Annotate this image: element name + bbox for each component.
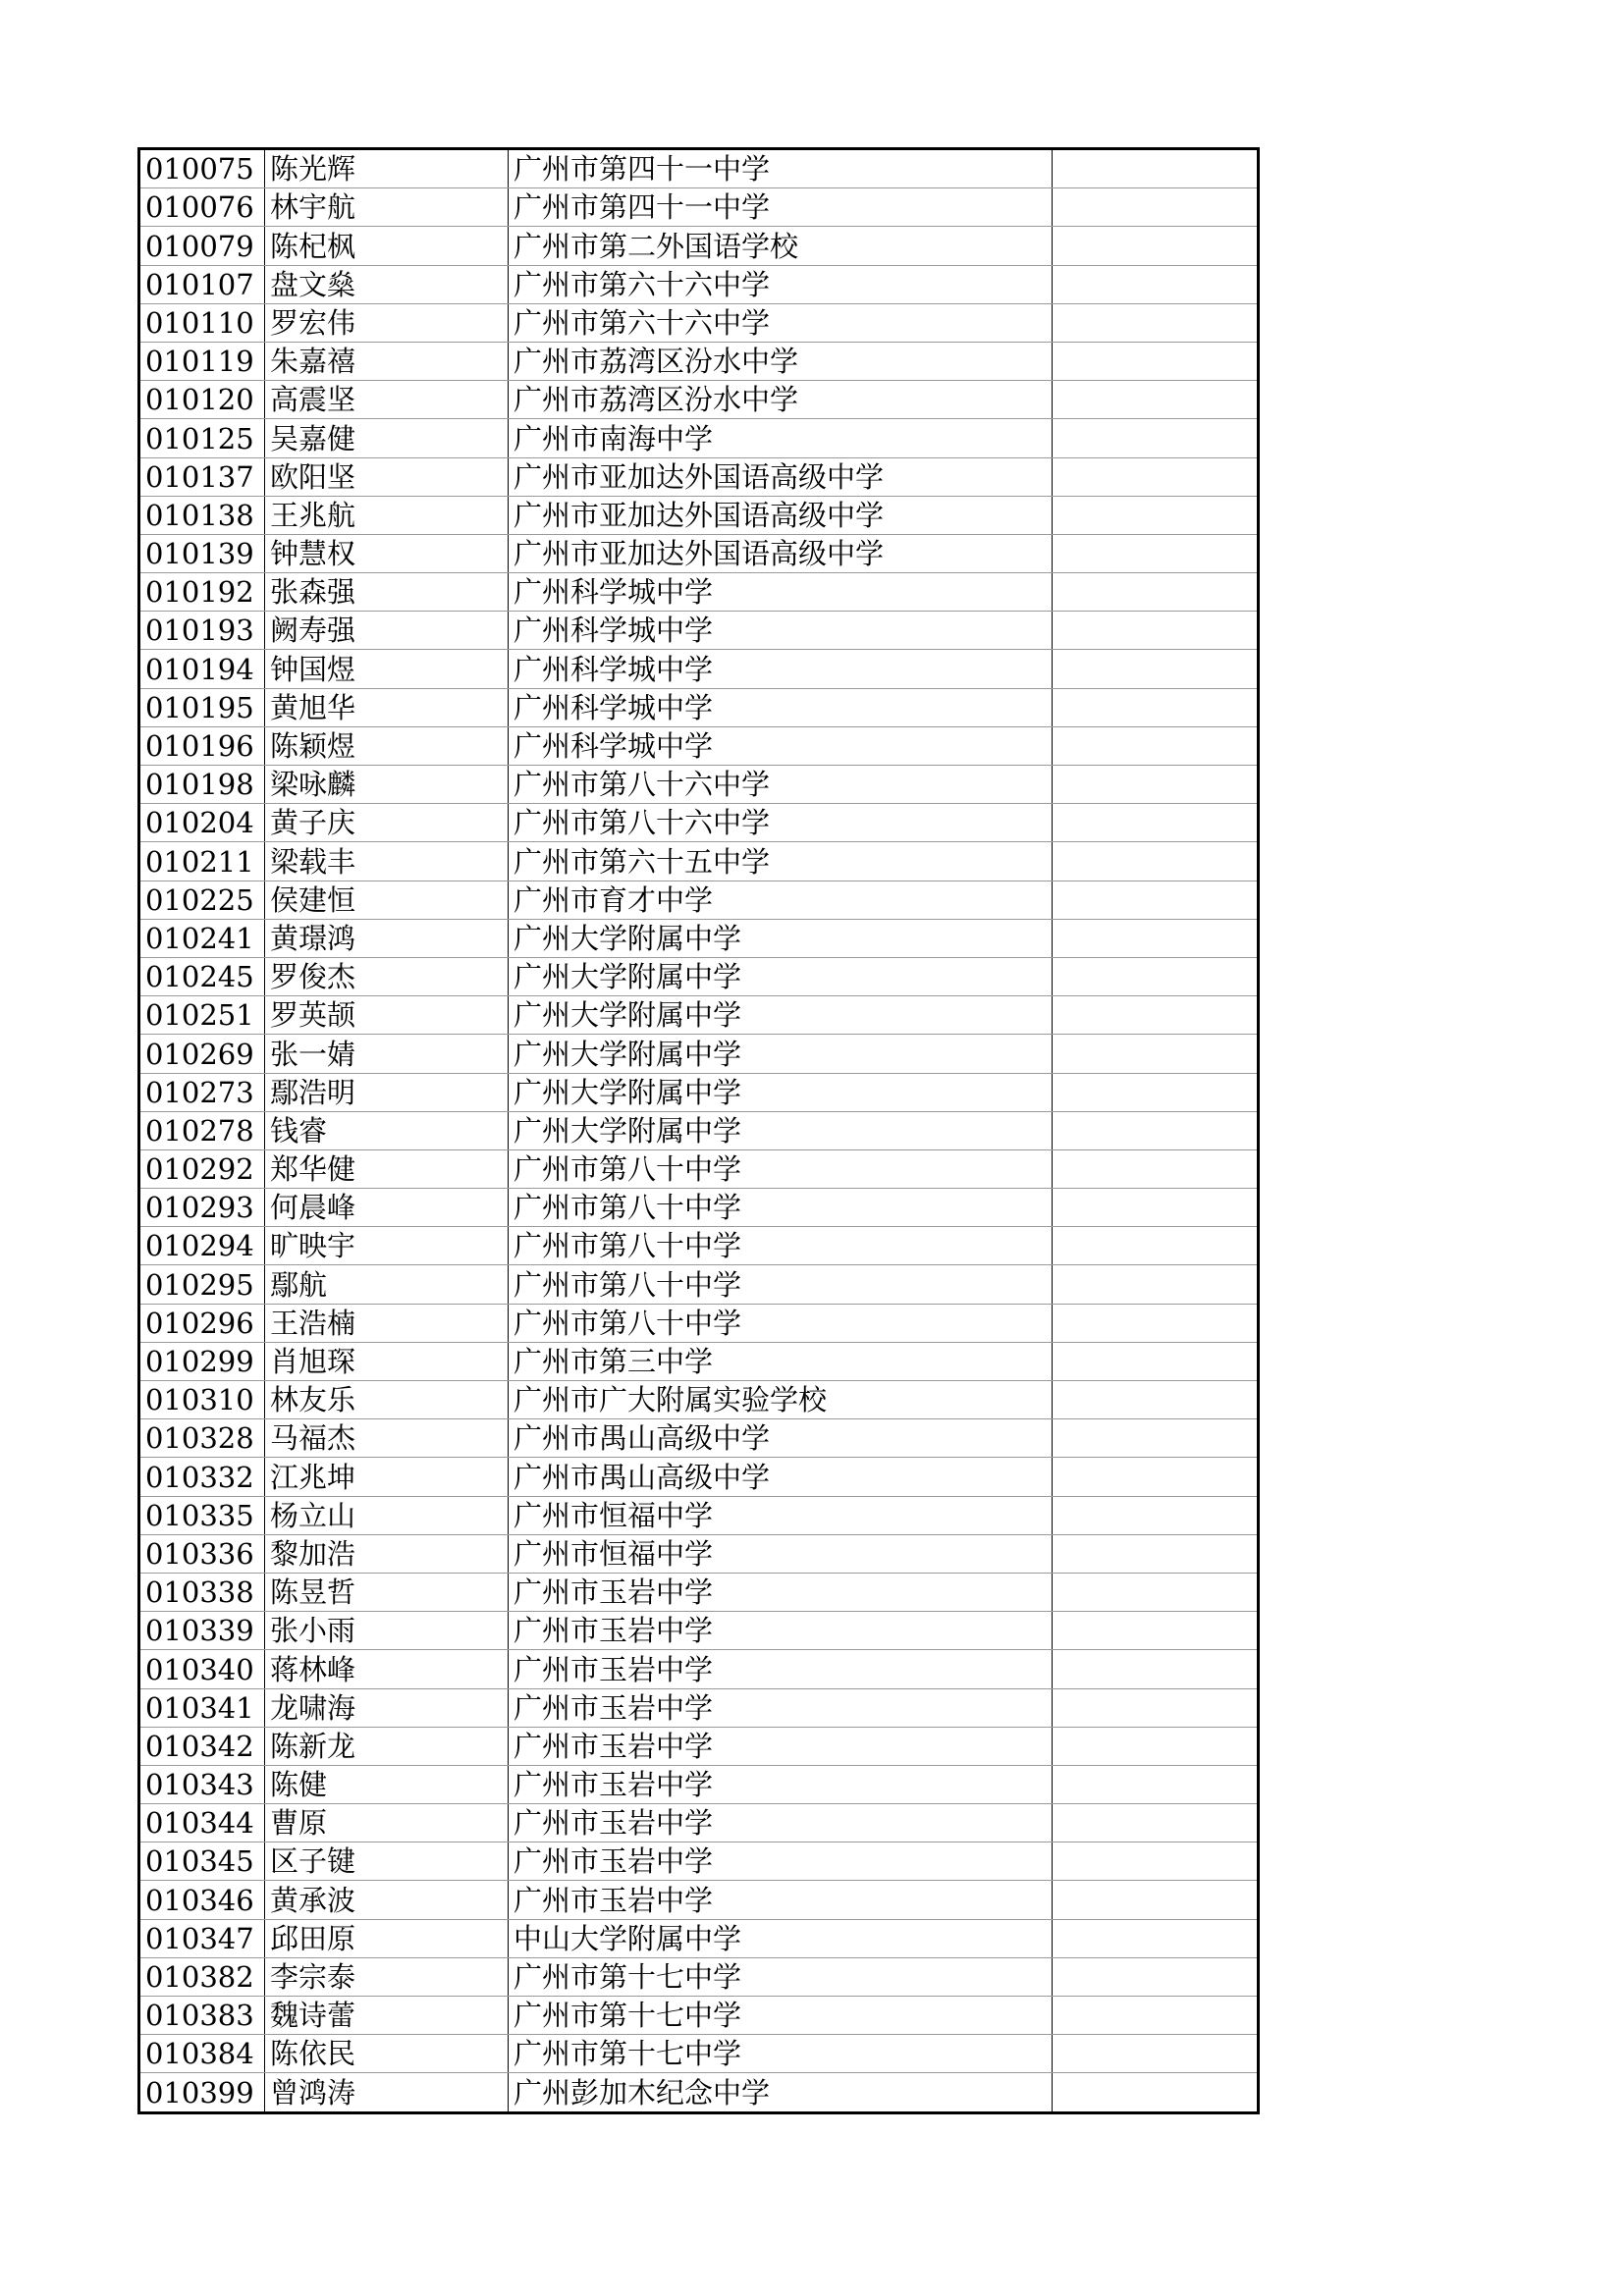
school-name-cell: 广州市荔湾区汾水中学	[509, 381, 1053, 419]
school-name-cell: 广州市第八十中学	[509, 1149, 1053, 1188]
student-id-cell: 010110	[139, 303, 265, 342]
school-name-cell: 中山大学附属中学	[509, 1919, 1053, 1957]
student-id-cell: 010292	[139, 1149, 265, 1188]
blank-cell	[1053, 2035, 1259, 2073]
student-name-cell: 罗宏伟	[265, 303, 509, 342]
student-name-cell: 陈健	[265, 1765, 509, 1803]
student-name-cell: 朱嘉禧	[265, 342, 509, 380]
student-id-cell: 010340	[139, 1650, 265, 1688]
student-name-cell: 张森强	[265, 573, 509, 612]
student-id-cell: 010075	[139, 149, 265, 188]
table-row	[139, 1381, 1259, 1419]
table-row	[139, 2035, 1259, 2073]
student-id-cell: 010342	[139, 1727, 265, 1765]
student-name-cell: 王浩楠	[265, 1304, 509, 1342]
school-name-cell: 广州市第四十一中学	[509, 188, 1053, 227]
blank-cell	[1053, 1842, 1259, 1881]
student-id-cell: 010195	[139, 688, 265, 726]
student-id-cell: 010294	[139, 1227, 265, 1265]
student-id-cell: 010344	[139, 1804, 265, 1842]
student-name-cell: 何晨峰	[265, 1189, 509, 1227]
student-id-cell: 010079	[139, 227, 265, 265]
blank-cell	[1053, 1957, 1259, 1996]
school-name-cell: 广州大学附属中学	[509, 1111, 1053, 1149]
blank-cell	[1053, 804, 1259, 842]
student-name-cell: 肖旭琛	[265, 1342, 509, 1380]
blank-cell	[1053, 265, 1259, 303]
student-id-cell: 010273	[139, 1073, 265, 1111]
school-name-cell: 广州市玉岩中学	[509, 1881, 1053, 1919]
school-name-cell: 广州大学附属中学	[509, 957, 1053, 995]
blank-cell	[1053, 1881, 1259, 1919]
student-id-cell: 010251	[139, 996, 265, 1035]
table-row	[139, 1304, 1259, 1342]
school-name-cell: 广州市亚加达外国语高级中学	[509, 457, 1053, 496]
table-row	[139, 1073, 1259, 1111]
student-name-cell: 黄子庆	[265, 804, 509, 842]
student-name-cell: 钟国煜	[265, 650, 509, 688]
student-name-cell: 陈光辉	[265, 149, 509, 188]
student-id-cell: 010138	[139, 496, 265, 534]
table-row	[139, 2073, 1259, 2112]
student-name-cell: 曾鸿涛	[265, 2073, 509, 2112]
blank-cell	[1053, 1919, 1259, 1957]
student-name-cell: 曹原	[265, 1804, 509, 1842]
school-name-cell: 广州市第八十中学	[509, 1189, 1053, 1227]
table-row	[139, 1804, 1259, 1842]
student-id-cell: 010193	[139, 612, 265, 650]
school-name-cell: 广州科学城中学	[509, 612, 1053, 650]
school-name-cell: 广州彭加木纪念中学	[509, 2073, 1053, 2112]
student-id-cell: 010328	[139, 1419, 265, 1458]
blank-cell	[1053, 342, 1259, 380]
school-name-cell: 广州大学附属中学	[509, 996, 1053, 1035]
school-name-cell: 广州市第六十五中学	[509, 842, 1053, 881]
table-row	[139, 1496, 1259, 1534]
student-id-cell: 010296	[139, 1304, 265, 1342]
table-row	[139, 1189, 1259, 1227]
school-name-cell: 广州市第四十一中学	[509, 149, 1053, 188]
blank-cell	[1053, 188, 1259, 227]
school-name-cell: 广州市玉岩中学	[509, 1804, 1053, 1842]
school-name-cell: 广州大学附属中学	[509, 919, 1053, 957]
blank-cell	[1053, 1612, 1259, 1650]
student-name-cell: 区子键	[265, 1842, 509, 1881]
table-row	[139, 996, 1259, 1035]
student-id-cell: 010245	[139, 957, 265, 995]
student-id-cell: 010119	[139, 342, 265, 380]
school-name-cell: 广州市禺山高级中学	[509, 1419, 1053, 1458]
blank-cell	[1053, 1073, 1259, 1111]
student-id-cell: 010125	[139, 419, 265, 457]
student-id-cell: 010335	[139, 1496, 265, 1534]
student-id-cell: 010399	[139, 2073, 265, 2112]
table-row	[139, 1534, 1259, 1573]
student-name-cell: 侯建恒	[265, 881, 509, 919]
table-row	[139, 573, 1259, 612]
blank-cell	[1053, 419, 1259, 457]
school-name-cell: 广州市恒福中学	[509, 1534, 1053, 1573]
blank-cell	[1053, 996, 1259, 1035]
blank-cell	[1053, 1035, 1259, 1073]
school-name-cell: 广州市玉岩中学	[509, 1573, 1053, 1611]
school-name-cell: 广州市育才中学	[509, 881, 1053, 919]
student-name-cell: 陈昱哲	[265, 1573, 509, 1611]
table-row	[139, 1458, 1259, 1496]
school-name-cell: 广州市第十七中学	[509, 2035, 1053, 2073]
student-id-cell: 010198	[139, 766, 265, 804]
student-name-cell: 黄承波	[265, 1881, 509, 1919]
blank-cell	[1053, 573, 1259, 612]
student-id-cell: 010382	[139, 1957, 265, 1996]
blank-cell	[1053, 650, 1259, 688]
student-name-cell: 高震坚	[265, 381, 509, 419]
student-id-cell: 010192	[139, 573, 265, 612]
blank-cell	[1053, 1997, 1259, 2035]
table-row	[139, 1573, 1259, 1611]
student-id-cell: 010204	[139, 804, 265, 842]
blank-cell	[1053, 1534, 1259, 1573]
student-name-cell: 张一婧	[265, 1035, 509, 1073]
student-id-cell: 010345	[139, 1842, 265, 1881]
table-row	[139, 303, 1259, 342]
blank-cell	[1053, 1227, 1259, 1265]
blank-cell	[1053, 1342, 1259, 1380]
school-name-cell: 广州市亚加达外国语高级中学	[509, 496, 1053, 534]
student-name-cell: 梁咏麟	[265, 766, 509, 804]
student-name-cell: 黎加浩	[265, 1534, 509, 1573]
blank-cell	[1053, 457, 1259, 496]
table-row	[139, 188, 1259, 227]
student-name-cell: 邱田原	[265, 1919, 509, 1957]
school-name-cell: 广州市玉岩中学	[509, 1688, 1053, 1727]
blank-cell	[1053, 1189, 1259, 1227]
student-name-cell: 阙寿强	[265, 612, 509, 650]
student-name-cell: 林宇航	[265, 188, 509, 227]
table-row	[139, 1650, 1259, 1688]
school-name-cell: 广州科学城中学	[509, 726, 1053, 765]
student-name-cell: 旷映宇	[265, 1227, 509, 1265]
table-row	[139, 1919, 1259, 1957]
table-row	[139, 1419, 1259, 1458]
student-name-cell: 黄璟鸿	[265, 919, 509, 957]
student-id-cell: 010137	[139, 457, 265, 496]
student-name-cell: 李宗泰	[265, 1957, 509, 1996]
blank-cell	[1053, 688, 1259, 726]
school-name-cell: 广州市玉岩中学	[509, 1842, 1053, 1881]
school-name-cell: 广州科学城中学	[509, 688, 1053, 726]
blank-cell	[1053, 1111, 1259, 1149]
student-id-cell: 010384	[139, 2035, 265, 2073]
student-id-cell: 010295	[139, 1265, 265, 1304]
school-name-cell: 广州市第六十六中学	[509, 265, 1053, 303]
student-name-cell: 江兆坤	[265, 1458, 509, 1496]
table-row	[139, 650, 1259, 688]
student-id-cell: 010332	[139, 1458, 265, 1496]
student-name-cell: 陈新龙	[265, 1727, 509, 1765]
student-name-cell: 吴嘉健	[265, 419, 509, 457]
student-name-cell: 罗俊杰	[265, 957, 509, 995]
blank-cell	[1053, 534, 1259, 572]
student-name-cell: 马福杰	[265, 1419, 509, 1458]
blank-cell	[1053, 612, 1259, 650]
blank-cell	[1053, 149, 1259, 188]
student-name-cell: 盘文燊	[265, 265, 509, 303]
student-id-cell: 010339	[139, 1612, 265, 1650]
blank-cell	[1053, 726, 1259, 765]
school-name-cell: 广州市第十七中学	[509, 1997, 1053, 2035]
table-row	[139, 419, 1259, 457]
student-id-cell: 010343	[139, 1765, 265, 1803]
student-id-cell: 010076	[139, 188, 265, 227]
table-row	[139, 381, 1259, 419]
student-id-cell: 010336	[139, 1534, 265, 1573]
table-row	[139, 534, 1259, 572]
blank-cell	[1053, 2073, 1259, 2112]
student-name-cell: 蒋林峰	[265, 1650, 509, 1688]
school-name-cell: 广州市第八十中学	[509, 1304, 1053, 1342]
student-id-cell: 010120	[139, 381, 265, 419]
table-row	[139, 227, 1259, 265]
blank-cell	[1053, 1265, 1259, 1304]
student-name-cell: 鄢浩明	[265, 1073, 509, 1111]
blank-cell	[1053, 1304, 1259, 1342]
student-name-cell: 杨立山	[265, 1496, 509, 1534]
student-id-cell: 010107	[139, 265, 265, 303]
school-name-cell: 广州大学附属中学	[509, 1035, 1053, 1073]
table-row	[139, 1612, 1259, 1650]
student-name-cell: 林友乐	[265, 1381, 509, 1419]
blank-cell	[1053, 381, 1259, 419]
student-id-cell: 010310	[139, 1381, 265, 1419]
school-name-cell: 广州市荔湾区汾水中学	[509, 342, 1053, 380]
student-name-cell: 郑华健	[265, 1149, 509, 1188]
blank-cell	[1053, 1804, 1259, 1842]
school-name-cell: 广州市玉岩中学	[509, 1727, 1053, 1765]
table-row	[139, 1688, 1259, 1727]
school-name-cell: 广州市第三中学	[509, 1342, 1053, 1380]
school-name-cell: 广州市玉岩中学	[509, 1765, 1053, 1803]
school-name-cell: 广州市亚加达外国语高级中学	[509, 534, 1053, 572]
student-name-cell: 陈依民	[265, 2035, 509, 2073]
school-name-cell: 广州市第八十六中学	[509, 804, 1053, 842]
table-row	[139, 804, 1259, 842]
table-row	[139, 842, 1259, 881]
table-row	[139, 265, 1259, 303]
student-name-cell: 魏诗蕾	[265, 1997, 509, 2035]
student-id-cell: 010241	[139, 919, 265, 957]
table-row	[139, 1111, 1259, 1149]
school-name-cell: 广州市禺山高级中学	[509, 1458, 1053, 1496]
table-row	[139, 1149, 1259, 1188]
student-id-cell: 010211	[139, 842, 265, 881]
blank-cell	[1053, 1381, 1259, 1419]
blank-cell	[1053, 496, 1259, 534]
blank-cell	[1053, 842, 1259, 881]
table-row	[139, 1957, 1259, 1996]
student-id-cell: 010299	[139, 1342, 265, 1380]
student-name-cell: 梁载丰	[265, 842, 509, 881]
student-id-cell: 010194	[139, 650, 265, 688]
student-name-cell: 鄢航	[265, 1265, 509, 1304]
blank-cell	[1053, 766, 1259, 804]
table-row	[139, 919, 1259, 957]
table-row	[139, 881, 1259, 919]
student-name-cell: 钟慧权	[265, 534, 509, 572]
school-name-cell: 广州市第八十中学	[509, 1265, 1053, 1304]
student-id-cell: 010278	[139, 1111, 265, 1149]
blank-cell	[1053, 1765, 1259, 1803]
blank-cell	[1053, 1458, 1259, 1496]
student-name-cell: 张小雨	[265, 1612, 509, 1650]
student-name-cell: 欧阳坚	[265, 457, 509, 496]
table-row	[139, 726, 1259, 765]
table-row	[139, 1842, 1259, 1881]
table-row	[139, 1227, 1259, 1265]
table-row	[139, 457, 1259, 496]
school-name-cell: 广州市南海中学	[509, 419, 1053, 457]
student-id-cell: 010269	[139, 1035, 265, 1073]
school-name-cell: 广州市第八十中学	[509, 1227, 1053, 1265]
table-row	[139, 612, 1259, 650]
table-row	[139, 1997, 1259, 2035]
table-row	[139, 342, 1259, 380]
table-row	[139, 957, 1259, 995]
blank-cell	[1053, 303, 1259, 342]
school-name-cell: 广州科学城中学	[509, 650, 1053, 688]
table-row	[139, 766, 1259, 804]
student-id-cell: 010139	[139, 534, 265, 572]
school-name-cell: 广州市玉岩中学	[509, 1650, 1053, 1688]
school-name-cell: 广州市广大附属实验学校	[509, 1381, 1053, 1419]
student-name-cell: 黄旭华	[265, 688, 509, 726]
school-name-cell: 广州市第八十六中学	[509, 766, 1053, 804]
student-name-cell: 王兆航	[265, 496, 509, 534]
blank-cell	[1053, 1496, 1259, 1534]
student-name-cell: 陈颖煜	[265, 726, 509, 765]
blank-cell	[1053, 1727, 1259, 1765]
table-row	[139, 1265, 1259, 1304]
table-row	[139, 1342, 1259, 1380]
roster-table	[137, 147, 1260, 2114]
blank-cell	[1053, 1650, 1259, 1688]
school-name-cell: 广州市第二外国语学校	[509, 227, 1053, 265]
roster-body	[139, 149, 1259, 2113]
school-name-cell: 广州科学城中学	[509, 573, 1053, 612]
school-name-cell: 广州市恒福中学	[509, 1496, 1053, 1534]
table-row	[139, 688, 1259, 726]
student-id-cell: 010196	[139, 726, 265, 765]
school-name-cell: 广州大学附属中学	[509, 1073, 1053, 1111]
table-row	[139, 149, 1259, 188]
student-id-cell: 010341	[139, 1688, 265, 1727]
table-row	[139, 1727, 1259, 1765]
blank-cell	[1053, 1419, 1259, 1458]
student-name-cell: 陈杞枫	[265, 227, 509, 265]
blank-cell	[1053, 1149, 1259, 1188]
table-row	[139, 496, 1259, 534]
blank-cell	[1053, 1573, 1259, 1611]
blank-cell	[1053, 919, 1259, 957]
blank-cell	[1053, 957, 1259, 995]
blank-cell	[1053, 881, 1259, 919]
blank-cell	[1053, 227, 1259, 265]
school-name-cell: 广州市玉岩中学	[509, 1612, 1053, 1650]
table-row	[139, 1035, 1259, 1073]
student-id-cell: 010225	[139, 881, 265, 919]
student-id-cell: 010346	[139, 1881, 265, 1919]
student-name-cell: 罗英颉	[265, 996, 509, 1035]
school-name-cell: 广州市第六十六中学	[509, 303, 1053, 342]
table-row	[139, 1765, 1259, 1803]
student-name-cell: 龙啸海	[265, 1688, 509, 1727]
student-id-cell: 010347	[139, 1919, 265, 1957]
student-id-cell: 010383	[139, 1997, 265, 2035]
blank-cell	[1053, 1688, 1259, 1727]
table-row	[139, 1881, 1259, 1919]
student-name-cell: 钱睿	[265, 1111, 509, 1149]
school-name-cell: 广州市第十七中学	[509, 1957, 1053, 1996]
student-id-cell: 010338	[139, 1573, 265, 1611]
student-id-cell: 010293	[139, 1189, 265, 1227]
